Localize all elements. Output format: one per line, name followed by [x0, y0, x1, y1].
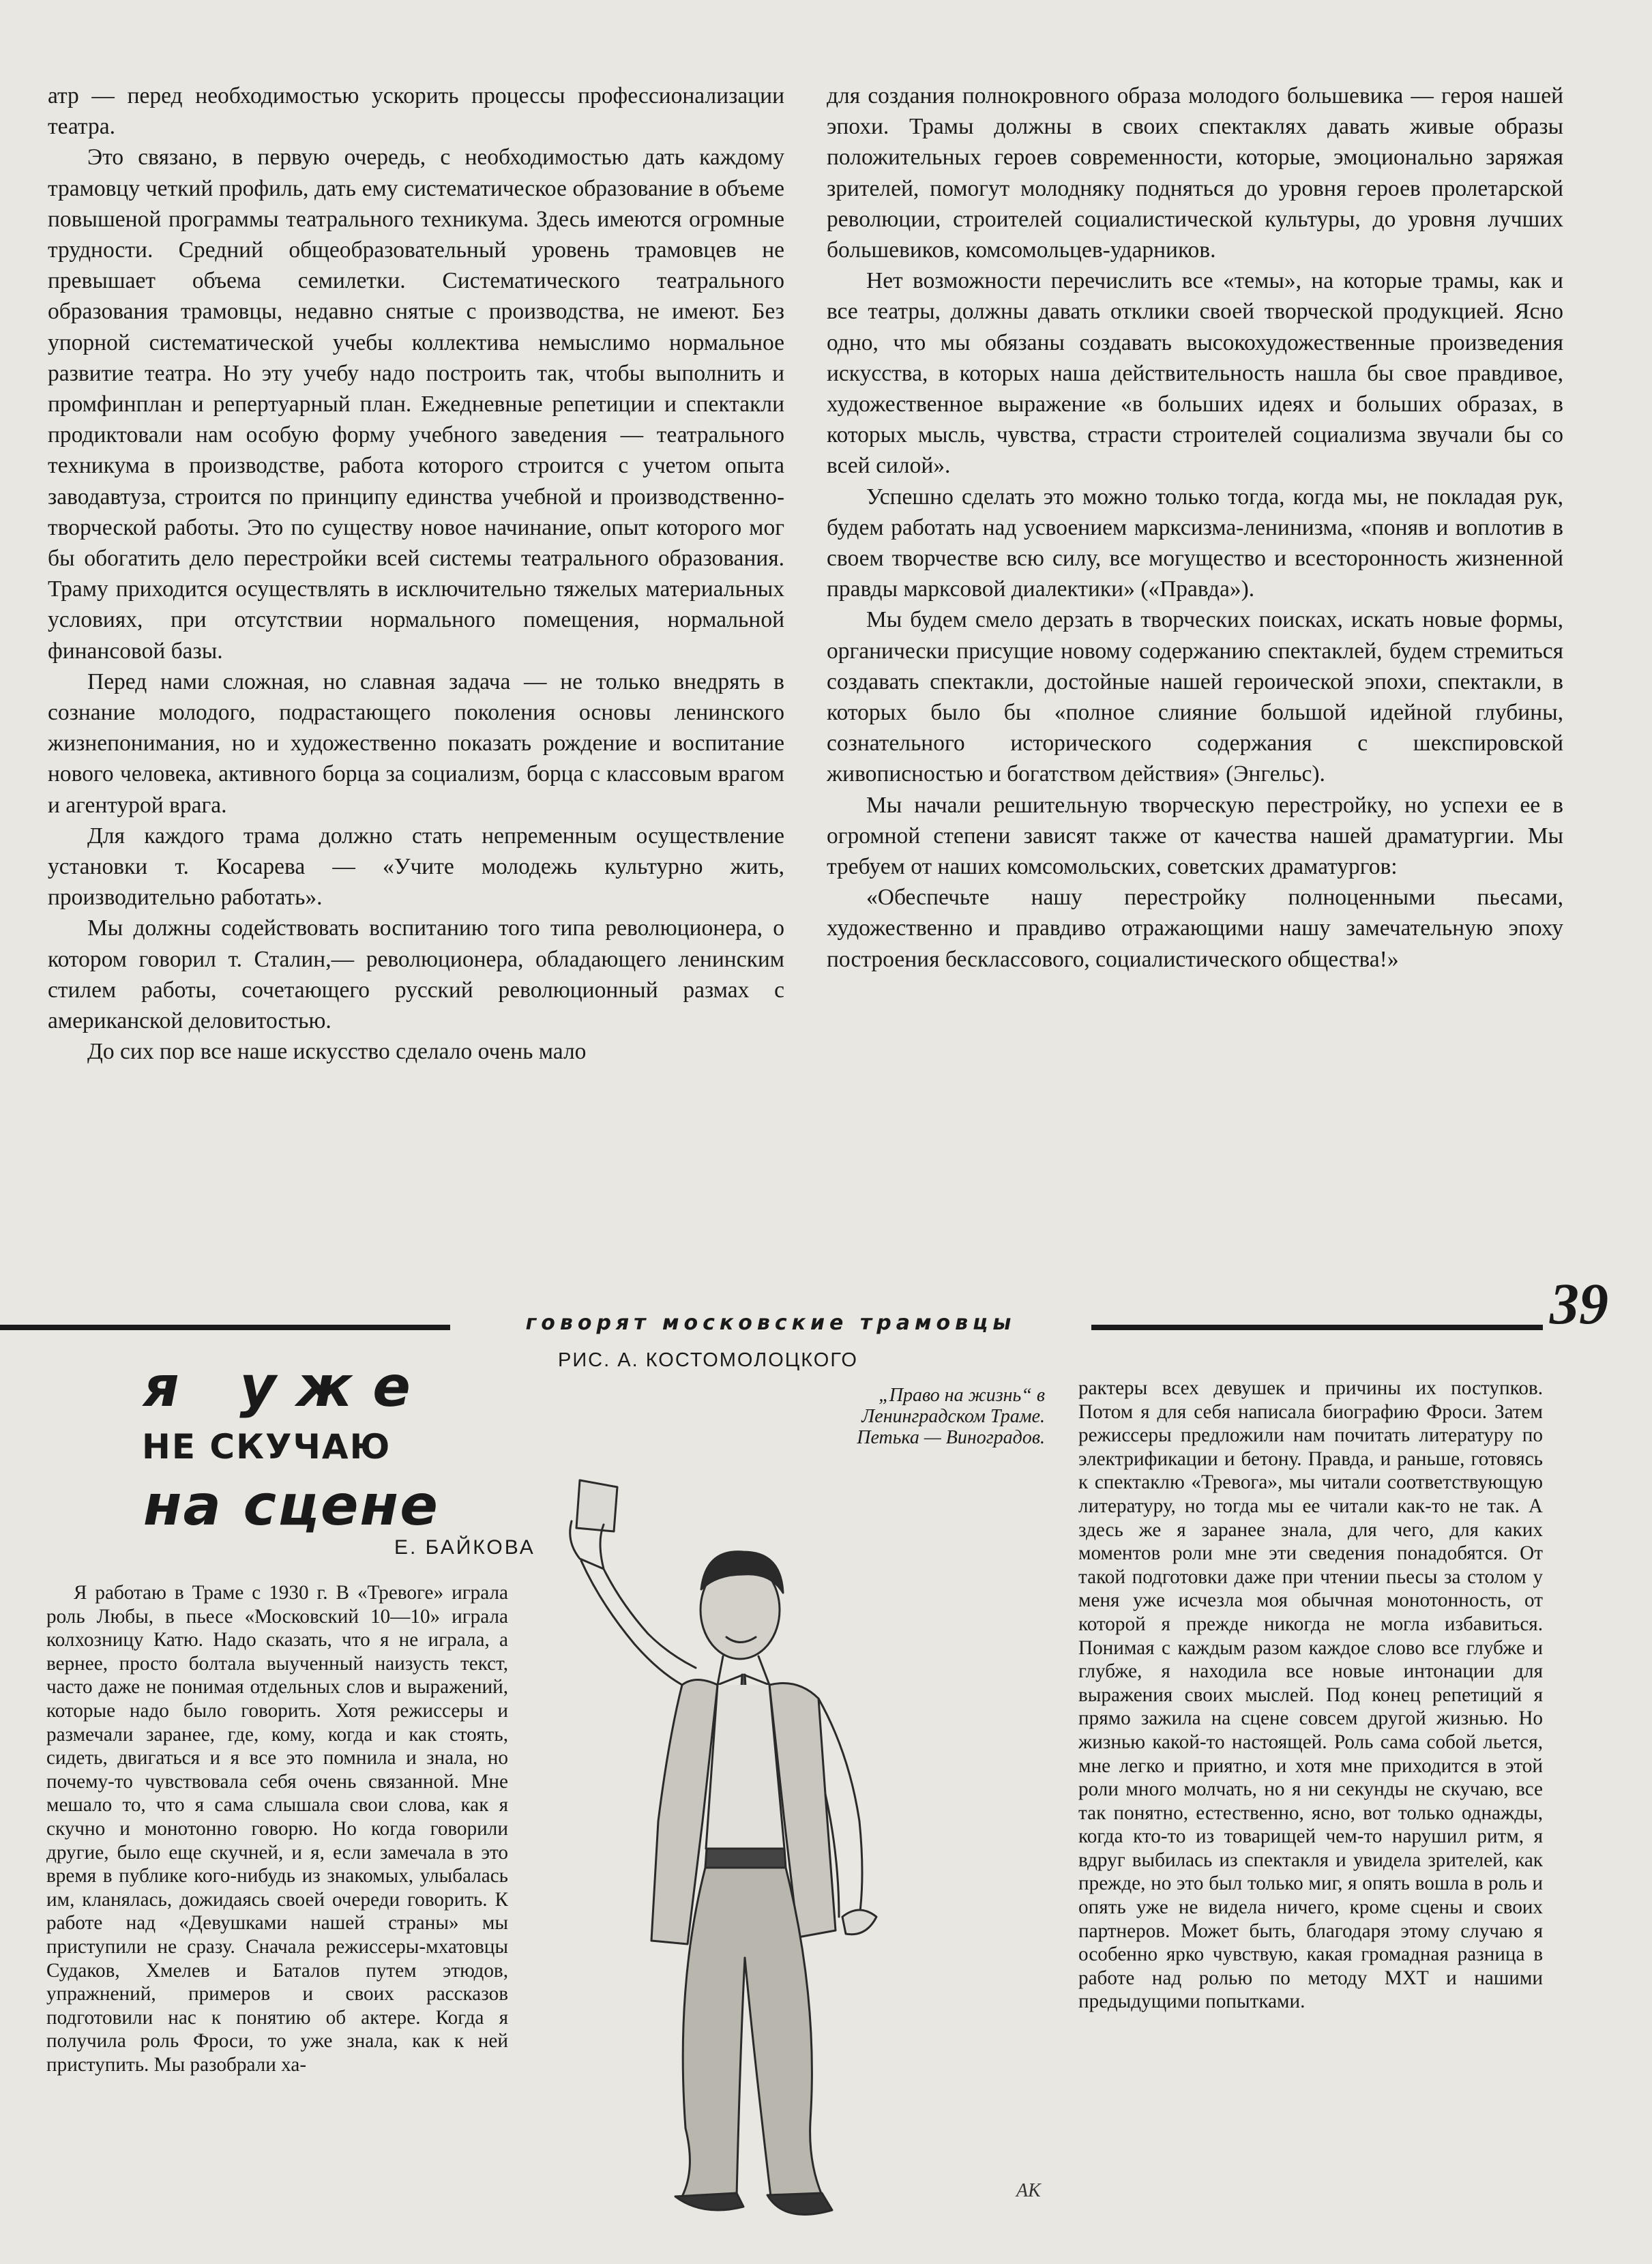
paragraph: Успешно сделать это можно только тогда, когда мы, не покладая рук, будем работать над усвоением марксизма-ленинизма, «поняв и воплотив в своем творчестве всю силу, все могущество и всесторонность жизненной правды марксовой диалектики» («Правда»).	[827, 484, 1563, 602]
article-top-left-column	[48, 80, 784, 1068]
drawing-signature: АК	[1016, 2180, 1041, 2201]
paragraph: Я работаю в Траме с 1930 г. В «Тревоге» играла роль Любы, в пьесе «Московский 10—10» играла колхозницу Катю. Надо сказать, что я не играла, а вернее, просто болтала выученный наизусть текст, часто даже не понимая отдельных слов и выражений, которые надо было говорить. Хотя режиссеры и размечали заранее, где, кому, когда и как стоять, сидеть, двигаться и я все это помнила и знала, но почему-то чувствовала себя очень связанной. Мне мешало то, что я сама слышала свои слова, как я скучно и монотонно говорю. Но когда говорили другие, было еще скучней, и я, если замечала в это время в публике кого-нибудь из знакомых, улыбалась им, кланялась, дожидаясь своей очереди говорить. К работе над «Девушками нашей страны» мы приступили не сразу. Сначала режиссеры-мхатовцы Судаков, Хмелев и Баталов путем этюдов, упражнений, примеров и своих рассказов подготовили нас к понятию об актере. Когда я получила роль Фроси, то уже знала, как к ней приступить. Мы разобрали ха-	[46, 1582, 508, 2076]
article-title-line3: на сцене	[143, 1473, 439, 1538]
paragraph: атр — перед необходимостью ускорить процессы профессионализации театра.	[48, 83, 784, 140]
actor-drawing	[539, 1439, 1071, 2237]
paragraph: Мы будем смело дерзать в творческих поисках, искать новые формы, органически присущие новому содержанию спектаклей, будем стремиться создавать спектакли, достойные нашей героической эпохи, спектакли, в которых было бы «полное слияние большой идейной глубины, сознательного исторического содержания с шекспировской живописностью и богатством действия» (Энгельс).	[827, 607, 1563, 787]
article-bottom-right-column	[1078, 1377, 1543, 2014]
quote-paragraph: «Обеспечьте нашу перестройку полноценными пьесами, художественно и правдиво отражающими нашу замечательную эпоху построения бесклассового, социалистического общества!»	[827, 885, 1563, 972]
article-author: Е. БАЙКОВА	[394, 1536, 535, 1559]
page-number: 39	[1550, 1271, 1608, 1336]
paragraph: До сих пор все наше искусство сделало очень мало	[87, 1039, 587, 1065]
header-rule-right	[1091, 1325, 1543, 1330]
paragraph: Нет возможности перечислить все «темы», на которые трамы, как и все театры, должны давать отклики своей творческой продукцией. Ясно одно, что мы обязаны создавать высокохудожественные произведения искусства, в которых наша действительность нашла бы свое правдивое, художественное выражение «в больших идеях и больших образах, в которых мысль, чувства, страсти строителей социализма звучали бы со всей силой».	[827, 268, 1563, 479]
paragraph: Это связано, в первую очередь, с необходимостью дать каждому трамовцу четкий профиль, дать ему систематическое образование в объеме повышеной программы театрального техникума. Здесь имеются огромные трудности. Средний общеобразовательный уровень трамовцев не превышает объема семилетки. Систематического театрального образования трамовцы, недавно снятые с производства, не имеют. Без упорной систематической учебы коллектива немыслимо нормальное развитие театра. Но эту учебу надо построить так, чтобы выполнить и промфинплан и репертуарный план. Ежедневные репетиции и спектакли продиктовали нам особую форму учебного заведения — театрального техникума в производстве, работа которого строится с учетом опыта заводавтуза, строится по принципу единства учебной и производственно-творческой работы. Это по существу новое начинание, опыт которого мог бы обогатить дело перестройки всей системы театрального образования. Траму приходится осуществлять в исключительно тяжелых материальных условиях, при отсутствии нормального помещения, нормальной финансовой базы.	[48, 145, 784, 664]
illustration-credit: РИС. А. КОСТОМОЛОЦКОГО	[558, 1349, 858, 1371]
paragraph: рактеры всех девушек и причины их поступков. Потом я для себя написала биографию Фроси. Затем режиссеры предложили нам почитать литературу по электрификации и бетону. Правда, и раньше, готовясь к спектаклю «Тревога», мы читали соответствующую литературу, но тогда мы ее читали как-то не так. А здесь же я заранее знала, для чего, для каких моментов роли мне эти сведения понадобятся. От такой подготовки даже при чтении пьесы за столом у меня уже исчезла моя обычная монотонность, от которой я прежде никогда не могла избавиться. Понимая с каждым разом каждое слово все глубже и глубже, я находила все новые интонации для выражения своих мыслей. Под конец репетиций я прямо зажила на сцене совсем другой жизнью. Но жизнью какой-то настоящей. Роль сама собой льется, мне легко и приятно, и хотя мне приходится в этой роли много молчать, но я ни секунды не скучаю, все так понятно, естественно, ясно, вот только однажды, когда кто-то из товарищей чем-то нарушил ритм, я вдруг выбилась из спектакля и увидела зрителей, как прежде, но это был только миг, я опять вошла в роль и опять уже не видела ничего, кроме сцены и своих партнеров. Может быть, благодаря этому случаю я особенно ярко чувствую, какая громадная разница в работе над ролью по методу МХТ и нашими предыдущими попытками.	[1078, 1377, 1543, 2013]
article-title-line1: я уже	[143, 1355, 431, 1420]
caption-line: „Право на жизнь“ в	[879, 1385, 1045, 1406]
paragraph: Для каждого трама должно стать непременным осуществление установки т. Косарева — «Учите молодежь культурно жить, производительно работать».	[48, 823, 784, 911]
caption-line: Ленинградском Траме.	[861, 1406, 1045, 1427]
article-bottom-left-column	[46, 1581, 508, 2076]
header-rule-left	[0, 1325, 450, 1330]
caption-line: Петька — Виноградов.	[857, 1427, 1045, 1448]
article-top-right-column	[827, 80, 1563, 975]
article-title-line2: НЕ СКУЧАЮ	[142, 1427, 392, 1467]
paragraph: Мы начали решительную творческую перестройку, но успехи ее в огромной степени зависят также от качества нашей драматургии. Мы требуем от наших комсомольских, советских драматургов:	[827, 792, 1563, 880]
paragraph: для создания полнокровного образа молодого большевика — героя нашей эпохи. Трамы должны в своих спектаклях давать живые образы положительных героев современности, которые, эмоционально заряжая зрителей, помогут молодняку подняться до уровня героев пролетарской революции, строителей социалистической культуры, до уровня лучших большевиков, комсомольцев-ударников.	[827, 83, 1563, 263]
paragraph: Мы должны содействовать воспитанию того типа революционера, о котором говорил т. Сталин,— революционера, обладающего ленинским стилем работы, сочетающего русский революционный размах с американской деловитостью.	[48, 915, 784, 1034]
paragraph: Перед нами сложная, но славная задача — не только внедрять в сознание молодого, подрастающего поколения основы ленинского жизнепонимания, но и художественно показать рождение и воспитание нового человека, активного борца за социализм, борца с классовым врагом и агентурой врага.	[48, 668, 784, 818]
section-header: говорят московские трамовцы	[525, 1311, 1016, 1335]
